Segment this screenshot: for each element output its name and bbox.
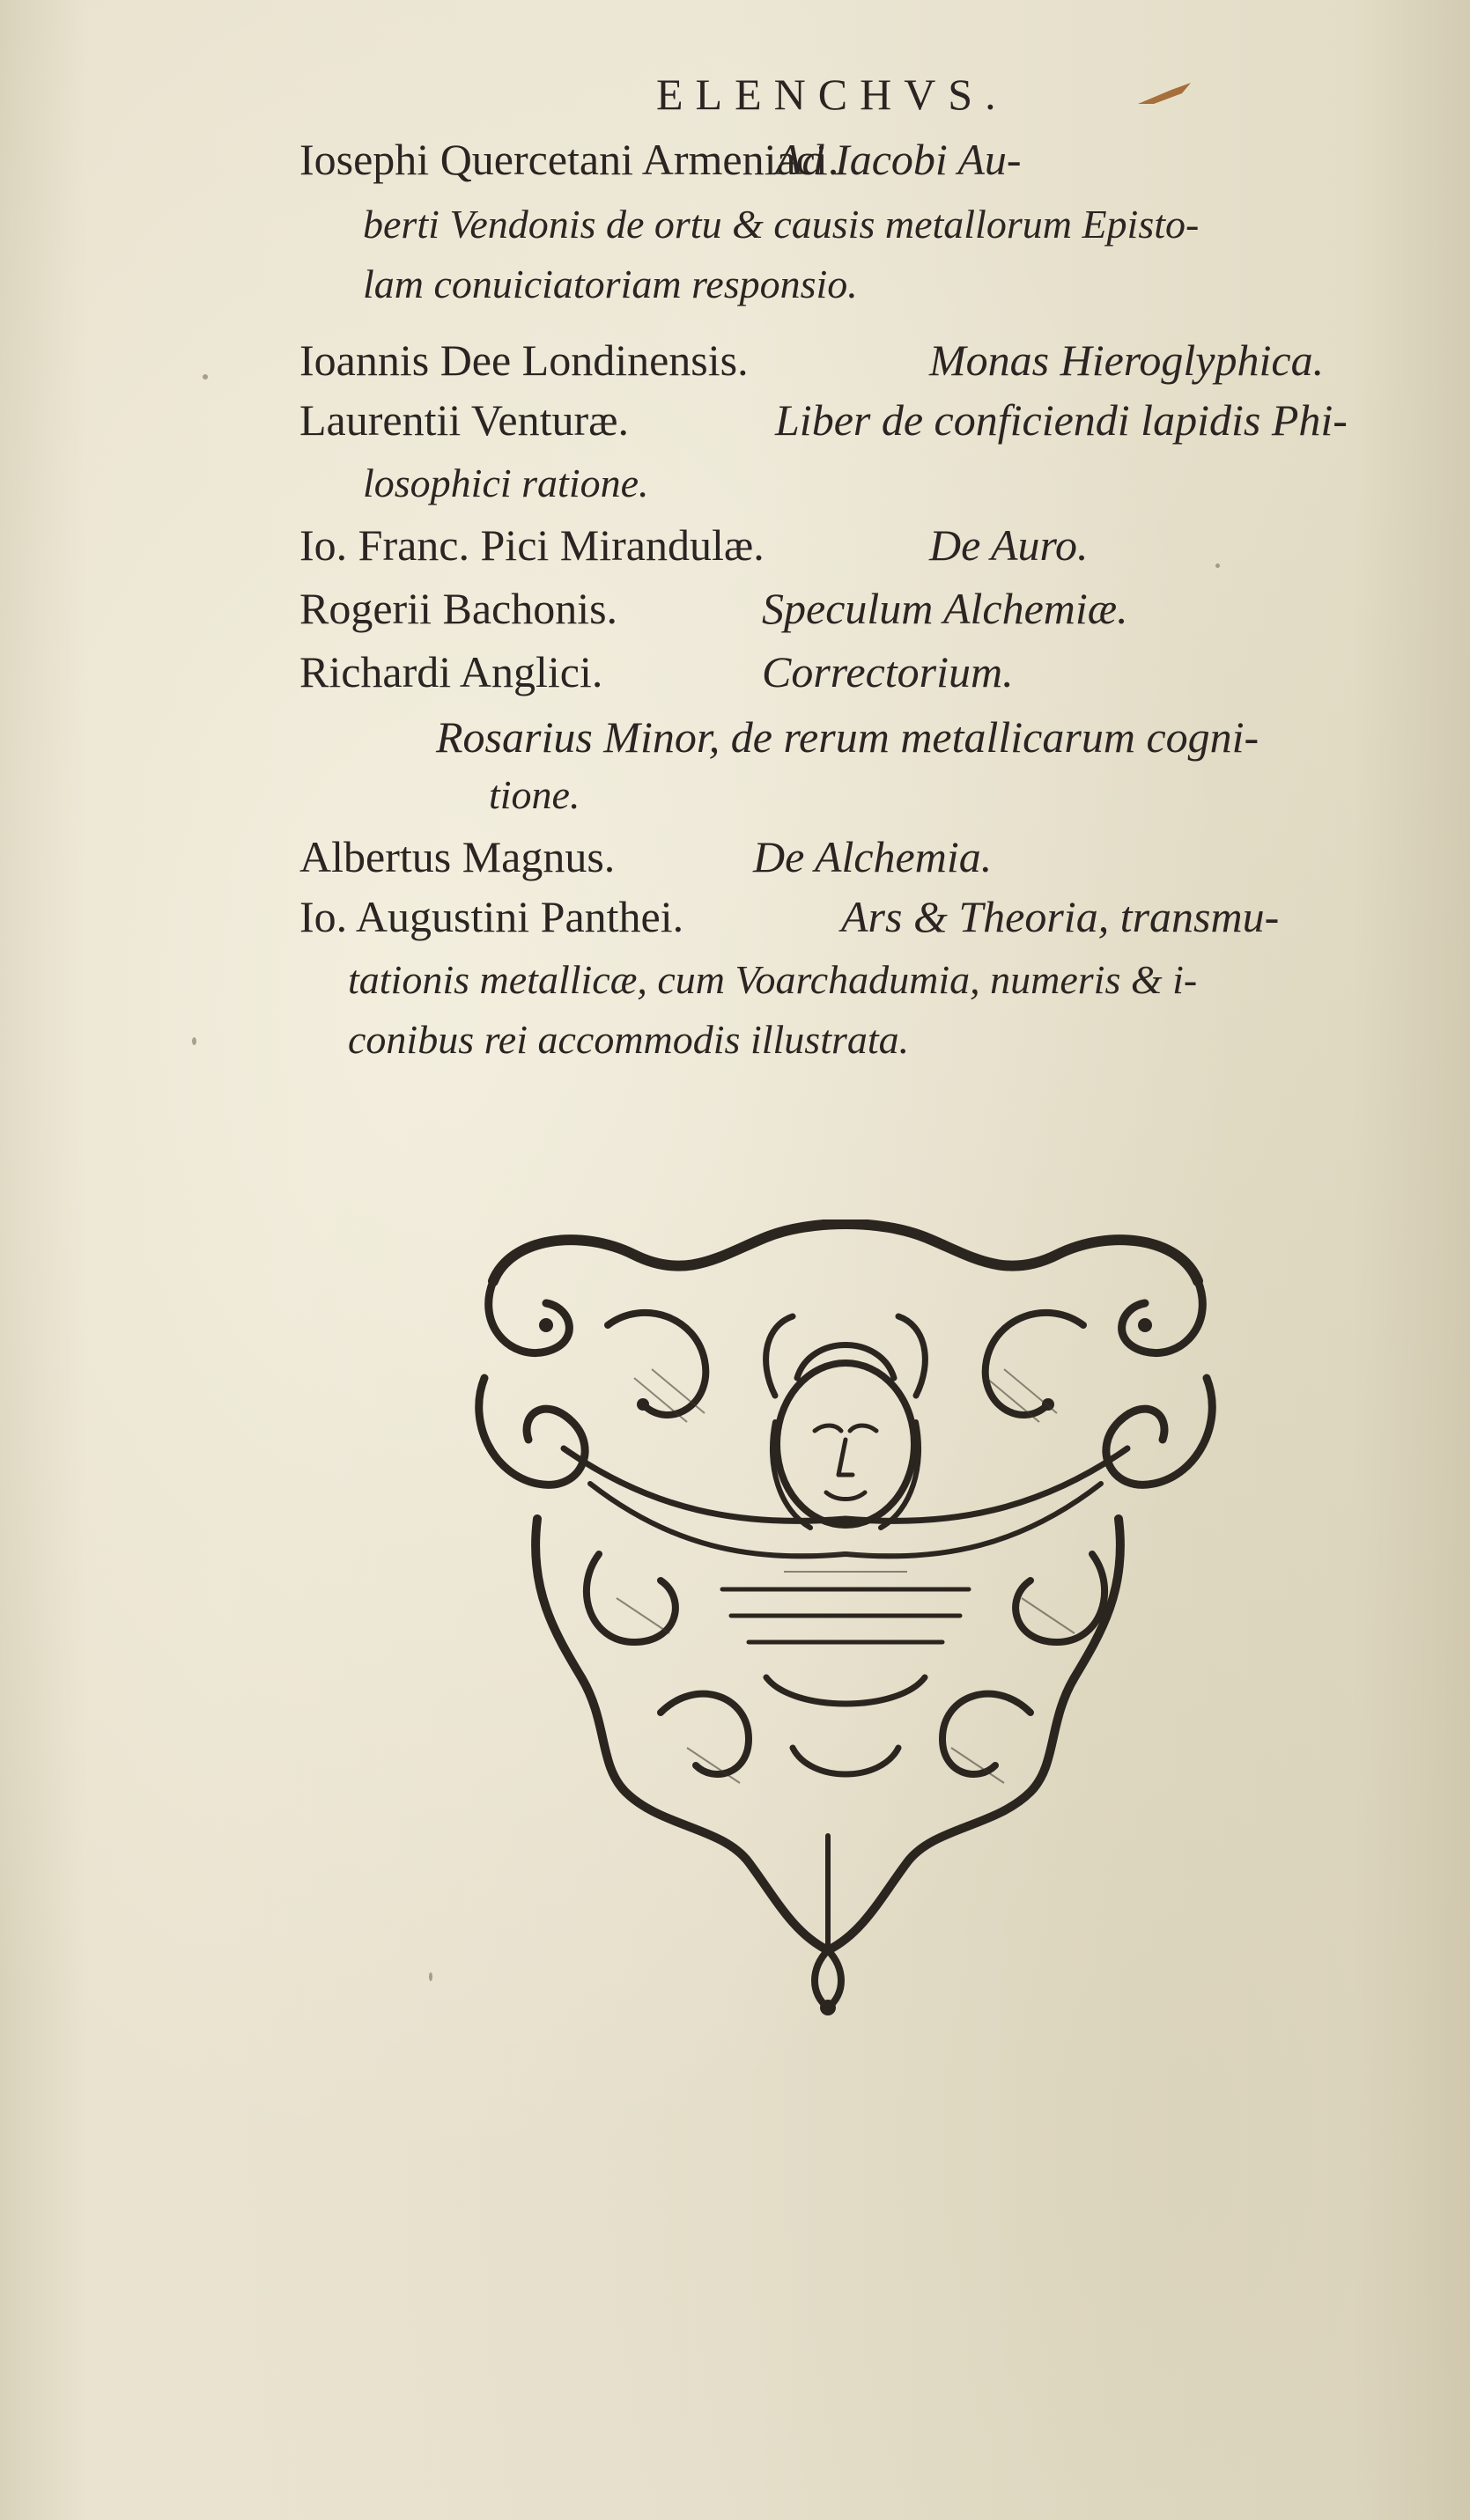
entry-continuation: lam conuiciatoriam responsio. bbox=[363, 262, 858, 306]
catalogue-entry bbox=[299, 583, 1128, 634]
paper-speck bbox=[203, 374, 208, 379]
catalogue-entry bbox=[299, 335, 1325, 386]
entry-continuation: tione. bbox=[489, 772, 580, 817]
catalogue-entry bbox=[436, 711, 1259, 763]
entry-title: Rosarius Minor, de rerum metallicarum cogni- bbox=[436, 712, 1259, 762]
paper-speck bbox=[1215, 564, 1220, 568]
entry-author: Io. Franc. Pici Mirandulæ. bbox=[299, 520, 765, 570]
pen-mark-icon bbox=[1136, 77, 1198, 113]
entry-author: Ioannis Dee Londinensis. bbox=[299, 335, 749, 385]
paper-speck bbox=[429, 1972, 432, 1981]
entry-continuation: losophici ratione. bbox=[363, 461, 649, 505]
entry-title: Correctorium. bbox=[762, 647, 1014, 696]
running-head: ELENCHVS. bbox=[656, 70, 1008, 119]
woodcut-ornament-icon bbox=[458, 1219, 1233, 2021]
entry-author: Iosephi Quercetani Armeniaci. bbox=[299, 135, 839, 184]
entry-title: De Auro. bbox=[929, 520, 1089, 570]
entry-title: Liber de conficiendi lapidis Phi- bbox=[775, 395, 1348, 445]
entry-title: Monas Hieroglyphica. bbox=[929, 335, 1325, 385]
catalogue-entry bbox=[299, 646, 1014, 697]
entry-continuation: berti Vendonis de ortu & causis metallorum Episto- bbox=[363, 202, 1200, 247]
entry-continuation: conibus rei accommodis illustrata. bbox=[348, 1017, 910, 1062]
entry-title: De Alchemia. bbox=[753, 832, 993, 881]
catalogue-entry bbox=[299, 891, 1280, 942]
entry-author: Rogerii Bachonis. bbox=[299, 584, 618, 633]
entry-title: Ad Iacobi Au- bbox=[775, 135, 1022, 184]
entry-continuation: tationis metallicæ, cum Voarchadumia, numeris & i- bbox=[348, 957, 1198, 1002]
entry-author: Richardi Anglici. bbox=[299, 647, 603, 696]
catalogue-entry bbox=[299, 831, 993, 882]
catalogue-entry bbox=[299, 134, 1022, 185]
catalogue-entry bbox=[299, 394, 1348, 446]
entry-author: Laurentii Venturæ. bbox=[299, 395, 629, 445]
entry-title: Ars & Theoria, transmu- bbox=[841, 892, 1280, 941]
entry-title: Speculum Alchemiæ. bbox=[762, 584, 1128, 633]
entry-author: Albertus Magnus. bbox=[299, 832, 616, 881]
paper-speck bbox=[192, 1037, 196, 1045]
catalogue-entry bbox=[299, 519, 1089, 571]
entry-author: Io. Augustini Panthei. bbox=[299, 892, 684, 941]
